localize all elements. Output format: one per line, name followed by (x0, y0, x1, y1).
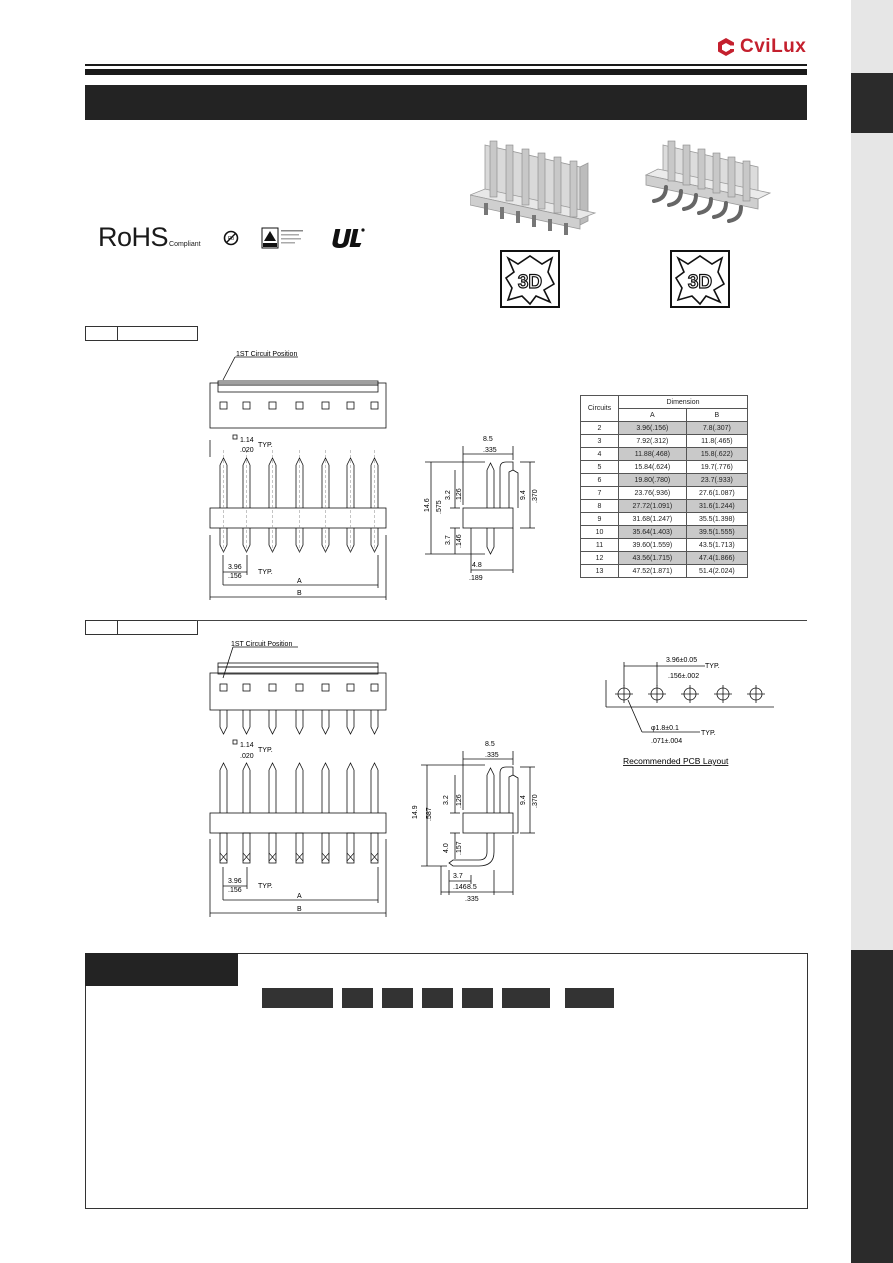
section-tab-bottom[interactable] (851, 950, 893, 1263)
table-row (581, 422, 748, 435)
cell-a: 19.80(.780) (619, 474, 687, 487)
height-label: 14.6 (424, 498, 431, 512)
part-code-segment (382, 988, 413, 1008)
part-code-segment (422, 988, 453, 1008)
first-circuit-label: 1ST Circuit Position (231, 641, 293, 648)
table-row (581, 435, 748, 448)
pb-free-icon (223, 230, 239, 246)
dimension-table (580, 395, 748, 578)
dimension-header: Dimension (619, 396, 748, 409)
table-row (581, 474, 748, 487)
cell-b: 7.8(.307) (686, 422, 747, 435)
body-label: 9.4 (520, 490, 527, 500)
pin-size-label: 1.14 (240, 437, 254, 444)
height-inch-label: .575 (436, 500, 443, 514)
first-circuit-label: 1ST Circuit Position (236, 351, 298, 358)
pcb-pitch-inch-label: .156±.002 (668, 673, 700, 680)
typ-label: TYP. (258, 747, 273, 754)
rohs-mark (98, 222, 201, 253)
3d-badge-text: 3D (517, 272, 543, 293)
svg-text:Pb: Pb (227, 235, 234, 242)
cell-b: 39.5(1.555) (686, 526, 747, 539)
tail2-label: 8.5 (467, 884, 477, 891)
cell-b: 31.6(1.244) (686, 500, 747, 513)
cell-a: 47.52(1.871) (619, 565, 687, 578)
side-width-label: 8.5 (485, 741, 495, 748)
body-inch-label: .370 (532, 489, 539, 503)
table-row (581, 513, 748, 526)
cell-a: 43.56(1.715) (619, 552, 687, 565)
table-row (581, 539, 748, 552)
cell-a: 3.96(.156) (619, 422, 687, 435)
ordering-info-tab (85, 953, 238, 986)
cell-b: 51.4(2.024) (686, 565, 747, 578)
tail-inch-label: .146 (453, 884, 467, 891)
ul-recognized-icon (329, 226, 365, 250)
pin-size-inch-label: .020 (240, 447, 254, 454)
pcb-hole-label: φ1.8±0.1 (651, 725, 679, 732)
cell-b: 11.8(.465) (686, 435, 747, 448)
header-rule-thick (85, 69, 807, 75)
lower-inch-label: .146 (456, 534, 463, 548)
right-angle-side-drawing (405, 735, 555, 915)
right-angle-front-drawing (200, 635, 400, 917)
pcb-hole-inch-label: .071±.004 (651, 738, 683, 745)
cell-circuits: 13 (581, 565, 619, 578)
straight-front-drawing (200, 345, 400, 600)
rohs-label: RoHS (98, 222, 169, 252)
part-code-segment (502, 988, 550, 1008)
tuv-certificate-icon (261, 227, 307, 249)
upper-label: 3.2 (443, 795, 450, 805)
typ-label: TYP. (705, 663, 720, 670)
straight-header-photo (470, 137, 600, 247)
typ-label: TYP. (701, 730, 716, 737)
cvilux-logo-icon (716, 37, 736, 57)
3d-badge-text: 3D (687, 272, 713, 293)
cell-b: 47.4(1.866) (686, 552, 747, 565)
height-inch-label: .587 (426, 807, 433, 821)
cell-a: 7.92(.312) (619, 435, 687, 448)
title-bar (85, 85, 807, 120)
typ-label: TYP. (258, 442, 273, 449)
rohs-sub: Compliant (169, 241, 201, 248)
height-label: 14.9 (412, 805, 419, 819)
pitch-label: 3.96 (228, 564, 242, 571)
cell-a: 39.60(1.559) (619, 539, 687, 552)
cell-circuits: 12 (581, 552, 619, 565)
cell-circuits: 2 (581, 422, 619, 435)
table-row (581, 448, 748, 461)
body-inch-label: .370 (532, 794, 539, 808)
table-row (581, 500, 748, 513)
section-label-straight (85, 326, 198, 341)
base-label: 4.8 (472, 562, 482, 569)
lower-inch-label: .157 (456, 841, 463, 855)
dim-a-label: A (297, 578, 302, 585)
pin-size-inch-label: .020 (240, 753, 254, 760)
pitch-label: 3.96 (228, 878, 242, 885)
base-inch-label: .189 (469, 575, 483, 582)
3d-model-icon[interactable] (670, 250, 730, 308)
pitch-inch-label: .156 (228, 573, 242, 580)
lower-label: 4.0 (443, 843, 450, 853)
side-width-inch-label: .335 (485, 752, 499, 759)
cell-circuits: 3 (581, 435, 619, 448)
pitch-inch-label: .156 (228, 887, 242, 894)
header-rule-thin (85, 64, 807, 66)
body-label: 9.4 (520, 795, 527, 805)
section-tab-top[interactable] (851, 73, 893, 133)
table-row (581, 552, 748, 565)
cell-circuits: 9 (581, 513, 619, 526)
cell-a: 31.68(1.247) (619, 513, 687, 526)
cell-circuits: 10 (581, 526, 619, 539)
pcb-layout-drawing (600, 650, 780, 770)
certification-row (98, 222, 365, 253)
cell-b: 19.7(.776) (686, 461, 747, 474)
cell-a: 27.72(1.091) (619, 500, 687, 513)
cell-a: 23.76(.936) (619, 487, 687, 500)
col-b-header: B (686, 409, 747, 422)
typ-label: TYP. (258, 569, 273, 576)
dim-b-label: B (297, 906, 302, 913)
brand-logo (716, 35, 811, 59)
upper-inch-label: .126 (456, 794, 463, 808)
cell-circuits: 5 (581, 461, 619, 474)
upper-inch-label: .126 (456, 488, 463, 502)
side-width-label: 8.5 (483, 436, 493, 443)
table-row (581, 461, 748, 474)
part-code-segment (462, 988, 493, 1008)
pcb-layout-caption: Recommended PCB Layout (623, 756, 729, 766)
table-row (581, 565, 748, 578)
cell-b: 43.5(1.713) (686, 539, 747, 552)
lower-label: 3.7 (445, 535, 452, 545)
cell-circuits: 6 (581, 474, 619, 487)
cell-a: 11.88(.468) (619, 448, 687, 461)
cell-a: 35.64(1.403) (619, 526, 687, 539)
cell-circuits: 11 (581, 539, 619, 552)
cell-circuits: 8 (581, 500, 619, 513)
typ-label: TYP. (258, 883, 273, 890)
3d-model-icon[interactable] (500, 250, 560, 308)
part-code-segment (262, 988, 333, 1008)
cell-b: 15.8(.622) (686, 448, 747, 461)
dim-b-label: B (297, 590, 302, 597)
cell-b: 23.7(.933) (686, 474, 747, 487)
pin-size-label: 1.14 (240, 742, 254, 749)
brand-name: CviLux (740, 36, 807, 57)
part-code-segment (342, 988, 373, 1008)
side-width-inch-label: .335 (483, 447, 497, 454)
table-row (581, 487, 748, 500)
right-angle-header-photo (638, 137, 778, 247)
tail2-inch-label: .335 (465, 896, 479, 903)
cell-a: 15.84(.624) (619, 461, 687, 474)
part-code-segment (565, 988, 614, 1008)
pcb-pitch-label: 3.96±0.05 (666, 657, 698, 664)
cell-b: 35.5(1.398) (686, 513, 747, 526)
table-row (581, 526, 748, 539)
upper-label: 3.2 (445, 490, 452, 500)
col-a-header: A (619, 409, 687, 422)
dim-a-label: A (297, 893, 302, 900)
straight-side-drawing (405, 430, 555, 600)
cell-b: 27.6(1.087) (686, 487, 747, 500)
cell-circuits: 7 (581, 487, 619, 500)
circuits-header: Circuits (581, 396, 619, 422)
cell-circuits: 4 (581, 448, 619, 461)
section-label-right-angle (85, 620, 198, 635)
section-line (196, 620, 807, 621)
tail-label: 3.7 (453, 873, 463, 880)
